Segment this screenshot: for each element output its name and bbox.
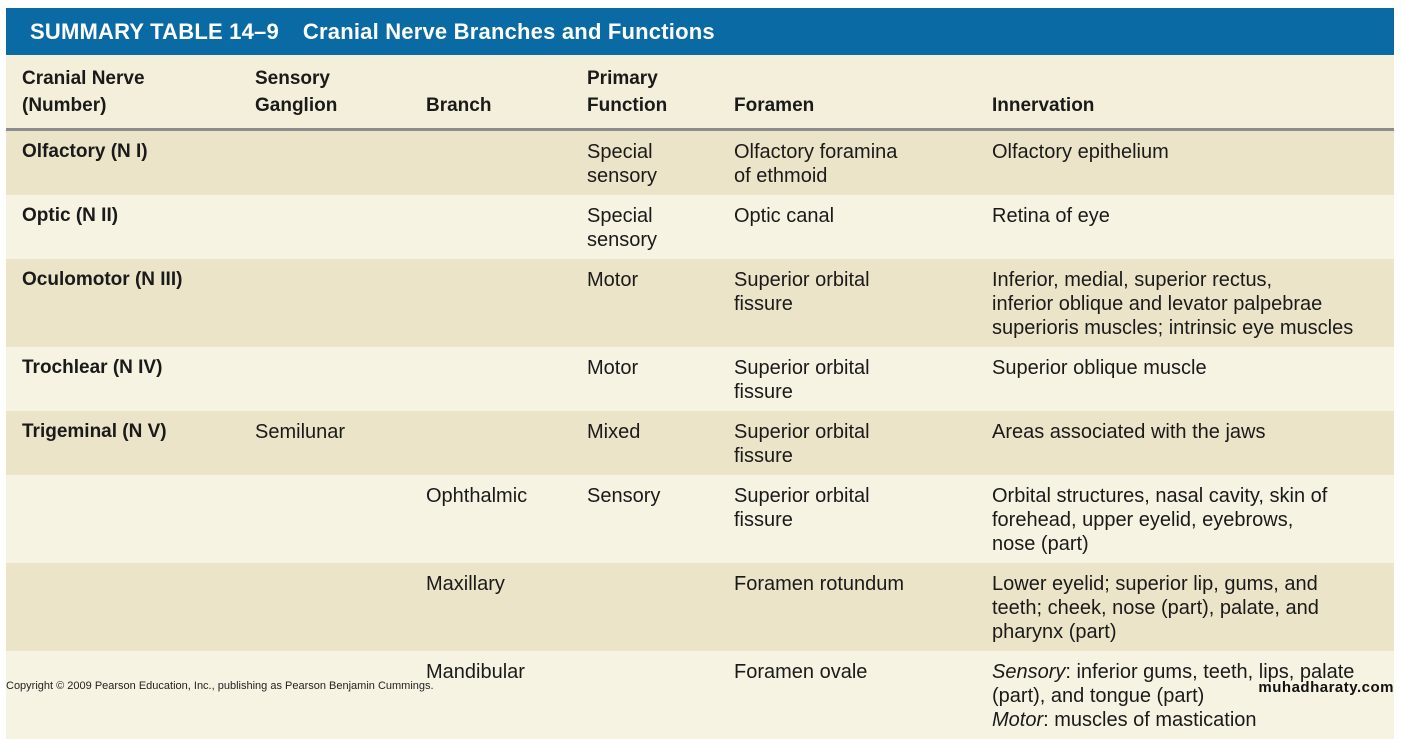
nerve-cell: Optic (N II) [22, 205, 119, 226]
foramen-cell: Foramen ovale [734, 661, 868, 683]
header-foramen: Foramen [734, 95, 815, 116]
table-row [6, 259, 1394, 347]
copyright-notice: Copyright © 2009 Pearson Education, Inc., publishing as Pearson Benjamin Cummings. [6, 680, 434, 692]
ganglion-cell: Semilunar [255, 421, 346, 443]
function-cell: Special sensory [587, 205, 658, 251]
foramen-cell: Superior orbital fissure [734, 421, 870, 467]
innervation-cell: Inferior, medial, superior rectus, inferior oblique and levator palpebrae superioris muscles; intrinsic eye muscles [992, 269, 1354, 339]
innervation-cell: Areas associated with the jaws [992, 421, 1266, 443]
cranial-nerve-table [6, 55, 1394, 739]
table-number-label: SUMMARY TABLE 14–9 [30, 18, 279, 44]
branch-cell: Ophthalmic [426, 485, 528, 507]
table-row [6, 411, 1394, 475]
innervation-cell: Retina of eye [992, 205, 1110, 227]
foramen-cell: Superior orbital fissure [734, 269, 870, 315]
function-cell: Motor [587, 357, 639, 379]
motor-text: : muscles of mastication [1043, 709, 1257, 731]
table-row [6, 651, 1394, 739]
motor-label: Motor [992, 709, 1044, 731]
nerve-cell: Oculomotor (N III) [22, 269, 183, 290]
site-watermark: muhadharaty.com [1258, 679, 1394, 696]
table-row [6, 130, 1394, 196]
table-title-bar [6, 8, 1394, 55]
innervation-cell: Orbital structures, nasal cavity, skin of forehead, upper eyelid, eyebrows, nose (part) [992, 485, 1328, 555]
function-cell: Sensory [587, 485, 661, 507]
function-cell: Motor [587, 269, 639, 291]
innervation-cell: Olfactory epithelium [992, 141, 1169, 163]
foramen-cell: Optic canal [734, 205, 835, 227]
table-row [6, 475, 1394, 563]
sensory-text: : inferior gums, teeth, lips, palate (part), and tongue (part) [992, 661, 1355, 707]
table-row [6, 195, 1394, 259]
header-row [6, 55, 1394, 130]
nerve-cell: Olfactory (N I) [22, 141, 148, 162]
function-cell: Special sensory [587, 141, 658, 187]
foramen-cell: Olfactory foramina of ethmoid [734, 141, 898, 187]
branch-cell: Mandibular [426, 661, 525, 683]
summary-table [6, 8, 1394, 739]
innervation-cell: Lower eyelid; superior lip, gums, and teeth; cheek, nose (part), palate, and pharynx (part) [992, 573, 1319, 643]
header-branch: Branch [426, 95, 492, 116]
foramen-cell: Foramen rotundum [734, 573, 905, 595]
table-row [6, 563, 1394, 651]
header-innervation: Innervation [992, 95, 1095, 116]
foramen-cell: Superior orbital fissure [734, 357, 870, 403]
branch-cell: Maxillary [426, 573, 505, 595]
header-sensory-ganglion: Sensory Ganglion [255, 68, 338, 116]
innervation-cell [992, 660, 1394, 732]
sensory-label: Sensory [992, 661, 1066, 683]
header-cranial-nerve: Cranial Nerve (Number) [22, 68, 145, 116]
table-title: Cranial Nerve Branches and Functions [302, 18, 715, 44]
table-row [6, 347, 1394, 411]
foramen-cell: Superior orbital fissure [734, 485, 870, 531]
header-primary-function: Primary Function [587, 68, 668, 116]
function-cell: Mixed [587, 421, 641, 443]
nerve-cell: Trigeminal (N V) [22, 421, 167, 442]
nerve-cell: Trochlear (N IV) [22, 357, 163, 378]
innervation-cell: Superior oblique muscle [992, 357, 1207, 379]
